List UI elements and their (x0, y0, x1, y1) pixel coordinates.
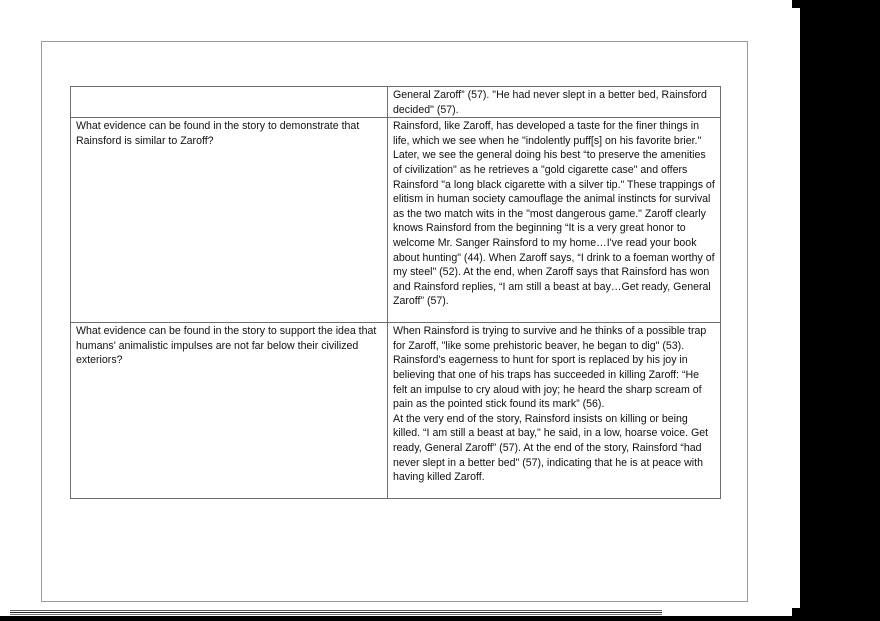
answer-paragraph: Rainsford's eagerness to hunt for sport is replaced by his joy in believing that one of his traps has succeeded in killing Zaroff: “He felt an impulse to cry aloud with joy; he heard the sharp scream of pain as the pointed stick found its mark” (56). (393, 354, 702, 411)
question-cell: What evidence can be found in the story to demonstrate that Rainsford is similar to Zaroff? (71, 118, 388, 323)
question-cell (71, 87, 388, 118)
answer-paragraph: At the very end of the story, Rainsford insists on killing or being killed. “I am still a beast at bay," he said, in a low, hoarse voice. Get ready, General Zaroff” (57). At the end of the story, Rainsford “had never slept in a better bed" (57), indicating that he is at peace with having killed Zaroff. (393, 412, 709, 484)
answer-paragraph: Rainsford, like Zaroff, has developed a taste for the finer things in life, which we see when he "indolently puff[s] on his favorite brier." Later, we see the general doing his best “to preserve the amenities of civilization" as he retrieves a "gold cigarette case" and offers Rainsford "a long black cigarette with a silver tip." These trappings of elitism in human society camouflage the animal instincts for survival as the two match wits in the "most dangerous game." Zaroff clearly knows Rainsford from the beginning “It is a very great honor to welcome Mr. Sanger Rainsford to my home…I've read your book about hunting" (44). When Zaroff says, “I drink to a foeman worthy of my steel" (52). At the end, when Zaroff says that Rainsford has won and Rainsford replies, “I am still a beast at bay…Get ready, General Zaroff” (57). (393, 120, 715, 308)
table-row (71, 87, 721, 118)
answer-paragraph: When Rainsford is trying to survive and he thinks of a possible trap for Zaroff, "like some prehistoric beaver, he began to dig" (53). (393, 325, 707, 352)
question-cell: What evidence can be found in the story to support the idea that humans' animalistic impulses are not far below their civilized exteriors? (71, 323, 388, 499)
scrollbar-line (10, 612, 662, 613)
horizontal-scrollbar[interactable] (10, 610, 662, 616)
answer-cell (388, 87, 721, 118)
table-row (71, 323, 721, 499)
answer-cell (388, 118, 721, 323)
viewer-canvas-top-edge (0, 0, 792, 8)
table-row (71, 118, 721, 323)
scrollbar-line (10, 614, 662, 615)
scrollbar-line (10, 610, 662, 611)
answer-paragraph: General Zaroff” (57). "He had never slept in a better bed, Rainsford decided" (57). (393, 89, 707, 116)
evidence-table (70, 86, 721, 499)
canvas-corner (792, 0, 800, 8)
answer-cell (388, 323, 721, 499)
